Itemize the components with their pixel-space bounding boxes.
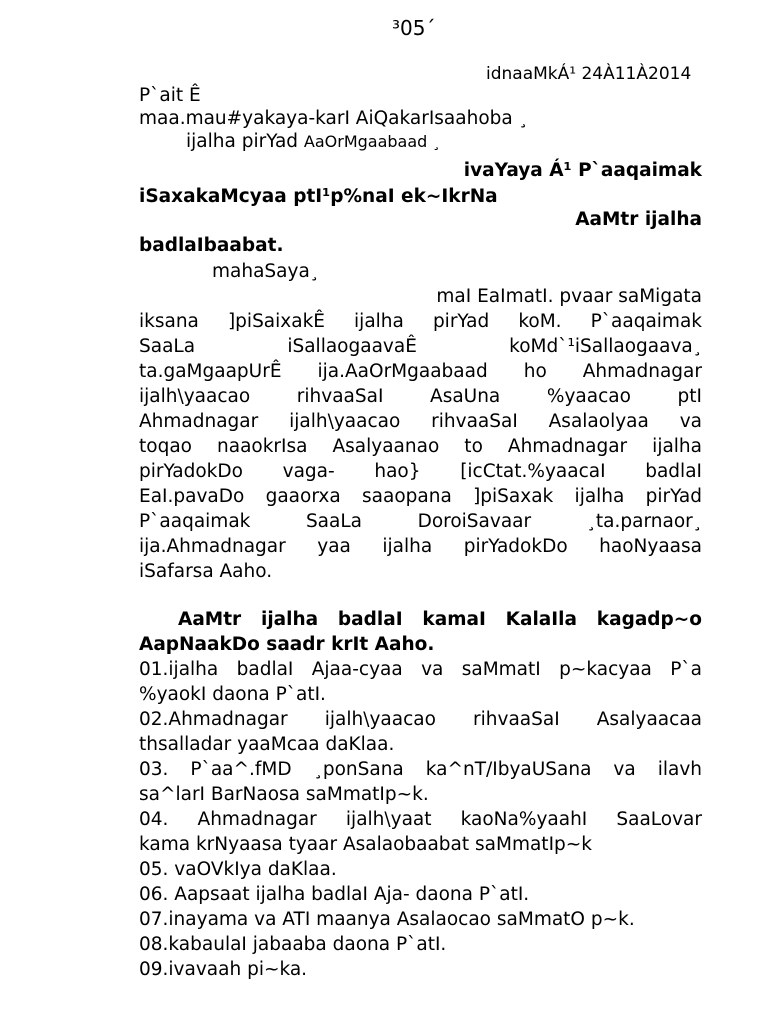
list-item-2-line-1: 02.Ahmadnagar ijalh\yaacao rihvaaSaI Asalyaacaa [139,709,702,730]
addressee-line-2-part-1: ijalha pirYad [186,131,304,152]
subject-line-2: iSaxakaMcyaa ptI¹p%naI ek~IkrNa [139,186,498,207]
body-line-4: ta.gaMgaapUrÊ ija.AaOrMgaabaad ho Ahmadnagar [139,361,702,382]
body-line-1: maI EaImatI. pvaar saMigata [436,286,702,307]
list-item-6: 06. Aapsaat ijalha badlaI Aja- daona P`atI. [139,884,530,905]
subject-line-1: ivaYaya Á¹ P`aaqaimak [463,160,702,181]
body-line-12: iSafarsa Aaho. [139,561,273,582]
body-line-6: Ahmadnagar ijalh\yaacao rihvaaSaI Asalaolyaa va [139,411,702,432]
body-line-11: ija.Ahmadnagar yaa ijalha pirYadokDo haoNyaasa [139,536,702,557]
list-item-1-line-1: 01.ijalha badlaI Ajaa-cyaa va saMmatI p~kacyaa P`a [139,659,702,680]
body-line-7: toqao naaokrIsa Asalyaanao to Ahmadnagar ijalha [139,436,702,457]
list-item-3-line-2: sa^larI BarNaosa saMmatIp~k. [139,784,429,805]
body-line-8: pirYadokDo vaga- hao} [icCtat.%yaacaI badlaI [139,461,702,482]
body-line-9: EaI.pavaDo gaaorxa saaopana ]piSaxak ijalha pirYad [139,486,702,507]
list-item-4-line-1: 04. Ahmadnagar ijalh\yaat kaoNa%yaahI SaaLovar [139,809,702,830]
list-item-1-line-2: %yaokI daona P`atI. [139,684,326,705]
subject-line-4: badlaIbaabat. [139,235,284,256]
list-item-4-line-2: kama krNyaasa tyaar Asalaobaabat saMmatIp~k [139,834,592,855]
list-item-3-line-1: 03. P`aa^.fMD ¸ponSana ka^nT/IbyaUSana va ilavh [139,759,702,780]
addressee-line-1: maa.mau#yakaya-karI AiQakarIsaahoba ¸ [139,108,528,129]
salutation: P`ait Ê [139,85,201,106]
page-number: ³05´ [392,16,436,40]
body-line-3: SaaLa iSallaogaavaÊ koMd`¹iSallaogaava¸ [139,336,702,357]
section-heading-line-2: AapNaakDo saadr krIt Aaho. [139,634,435,655]
list-item-5: 05. vaOVkIya daKlaa. [139,859,337,880]
section-heading-line-1: AaMtr ijalha badlaI kamaI KalaIla kagadp~o [178,609,702,630]
list-item-8: 08.kabaulaI jabaaba daona P`atI. [139,934,447,955]
list-item-9: 09.ivavaah pi~ka. [139,959,308,980]
letter-date: idnaaMkÁ¹ 24À11À2014 [486,64,692,84]
addressee-line-2 [186,129,440,154]
body-line-5: ijalh\yaacao rihvaaSaI AsaUna %yaacao ptI [139,386,702,407]
list-item-2-line-2: thsalladar yaaMcaa daKlaa. [139,734,395,755]
list-item-7: 07.inayama va ATI maanya Asalaocao saMmatO p~k. [139,909,635,930]
body-line-2: iksana ]piSaixakÊ ijalha pirYad koM. P`aaqaimak [139,311,702,332]
addressee-line-2-part-2: AaOrMgaabaad ¸ [303,132,441,151]
subject-line-3: AaMtr ijalha [575,209,702,230]
greeting: mahaSaya¸ [212,261,320,282]
body-line-10: P`aaqaimak SaaLa DoroiSavaar ¸ta.parnaor¸ [139,511,702,532]
